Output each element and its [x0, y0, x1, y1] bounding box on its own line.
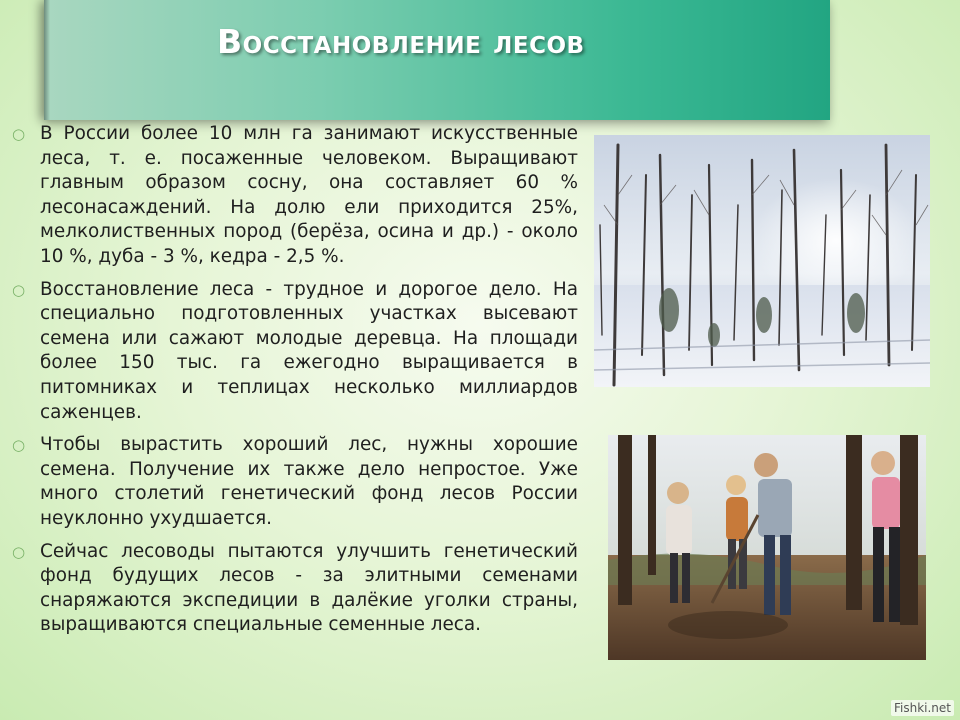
paragraph-4: [10, 540, 578, 638]
winter-forest-image: [594, 135, 930, 387]
bullet-icon: ○: [12, 280, 26, 299]
paragraph-2: [10, 278, 578, 426]
page-title: Восстановление лесов: [217, 22, 585, 61]
bullet-icon: ○: [12, 542, 26, 561]
title-banner: [44, 0, 830, 120]
paragraph-text: Чтобы вырастить хороший лес, нужны хорошие семена. Получение их также дело непростое. Уже много столетий генетический фонд лесов России неуклонно ухудшается.: [40, 434, 578, 529]
content-area: [10, 122, 578, 646]
bullet-icon: ○: [12, 436, 26, 455]
watermark: Fishki.net: [891, 700, 954, 716]
paragraph-3: [10, 433, 578, 531]
paragraph-text: Сейчас лесоводы пытаются улучшить генетический фонд будущих лесов - за элитными семенами снаряжаются экспедиции в далёкие уголки страны, выращиваются специальные семенные леса.: [40, 540, 578, 636]
bullet-icon: ○: [12, 125, 26, 143]
tree-planting-image: [608, 435, 926, 660]
paragraph-text: В России более 10 млн га занимают искусственные леса, т. е. посаженные человеком. Выращивают главным образом сосну, она составляет 60 % лесонасаждений. На долю ели приходится 25%, мелколиственных пород (берёза, осина и др.) - около 10 %, дуба - 3 %, кедра - 2,5 %.: [40, 123, 578, 267]
paragraph-1: [10, 122, 578, 270]
winter-forest-illustration: [594, 135, 930, 387]
tree-planting-illustration: [608, 435, 926, 660]
paragraph-text: Восстановление леса - трудное и дорогое дело. На специально подготовленных участках высевают семена или сажают молодые деревца. На площади более 150 тыс. га ежегодно выращивается в питомниках и теплицах несколько миллиардов саженцев.: [40, 278, 578, 423]
